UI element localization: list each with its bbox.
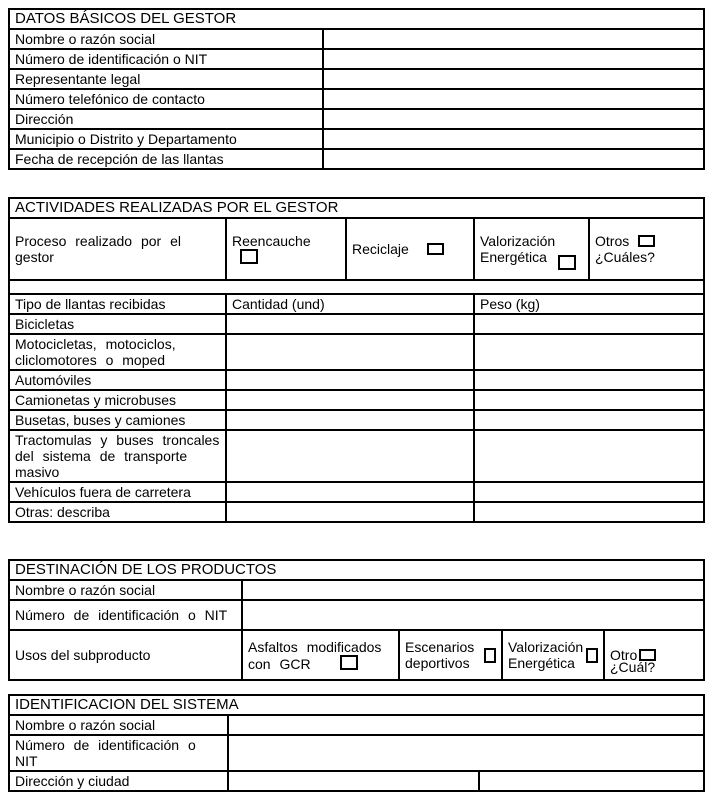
otros-cuales-label: ¿Cuáles? bbox=[595, 249, 655, 265]
otro-cual-label: ¿Cuál? bbox=[610, 659, 656, 675]
label-camionetas: Camionetas y microbuses bbox=[9, 390, 226, 410]
input-sistema-nit[interactable] bbox=[228, 735, 704, 771]
reciclaje-label: Reciclaje bbox=[352, 241, 409, 257]
otros-label: Otros bbox=[595, 233, 630, 249]
reencauche-label: Reencauche bbox=[232, 232, 311, 249]
valorizacion-checkbox[interactable] bbox=[558, 255, 576, 270]
input-automoviles-peso[interactable] bbox=[474, 370, 704, 390]
input-motocicletas-peso[interactable] bbox=[474, 334, 704, 370]
datos-basicos-title: DATOS BÁSICOS DEL GESTOR bbox=[9, 9, 704, 29]
escenarios-label: Escenarios deportivos bbox=[405, 639, 475, 671]
header-cantidad: Cantidad (und) bbox=[226, 294, 474, 314]
input-direccion-ciudad-1[interactable] bbox=[228, 771, 479, 791]
otro-label: Otro bbox=[610, 647, 638, 663]
actividades-title: ACTIVIDADES REALIZADAS POR EL GESTOR bbox=[9, 198, 704, 218]
asfaltos-gcr-checkbox[interactable] bbox=[340, 655, 358, 670]
label-sistema-nit: Número de identificación o NIT bbox=[9, 735, 228, 771]
label-automoviles: Automóviles bbox=[9, 370, 226, 390]
option-reciclaje bbox=[346, 218, 474, 280]
label-direccion: Dirección bbox=[9, 109, 323, 129]
input-busetas-cantidad[interactable] bbox=[226, 410, 474, 430]
destinacion-valorizacion-checkbox[interactable] bbox=[586, 648, 598, 663]
input-bicicletas-cantidad[interactable] bbox=[226, 314, 474, 334]
destinacion-table bbox=[8, 559, 705, 681]
label-municipio-departamento: Municipio o Distrito y Departamento bbox=[9, 129, 323, 149]
option-asfaltos-gcr bbox=[242, 630, 399, 680]
option-escenarios-deportivos bbox=[399, 630, 502, 680]
option-reencauche bbox=[226, 218, 346, 280]
spacer-cell bbox=[9, 280, 704, 294]
label-nombre-razon-social: Nombre o razón social bbox=[9, 29, 323, 49]
option-destinacion-valorizacion bbox=[502, 630, 604, 680]
identificacion-title: IDENTIFICACION DEL SISTEMA bbox=[9, 695, 704, 715]
identificacion-table bbox=[8, 694, 705, 792]
reciclaje-checkbox[interactable] bbox=[427, 243, 444, 255]
label-proceso-realizado: Proceso realizado por el gestor bbox=[9, 218, 226, 280]
label-representante-legal: Representante legal bbox=[9, 69, 323, 89]
label-fecha-recepcion: Fecha de recepción de las llantas bbox=[9, 149, 323, 169]
datos-basicos-table bbox=[8, 8, 705, 170]
input-numero-identificacion-nit[interactable] bbox=[323, 49, 704, 69]
label-bicicletas: Bicicletas bbox=[9, 314, 226, 334]
valorizacion-label-line2: Energética bbox=[480, 249, 547, 265]
otros-checkbox[interactable] bbox=[638, 235, 655, 247]
label-otras-describa: Otras: describa bbox=[9, 502, 226, 522]
option-valorizacion-energetica bbox=[474, 218, 589, 280]
label-vehiculos-fuera-carretera: Vehículos fuera de carretera bbox=[9, 482, 226, 502]
label-motocicletas: Motocicletas, motociclos, cliclomotores o moped bbox=[9, 334, 226, 370]
destinacion-title: DESTINACIÓN DE LOS PRODUCTOS bbox=[9, 560, 704, 580]
label-sistema-nombre: Nombre o razón social bbox=[9, 715, 228, 735]
label-numero-telefonico: Número telefónico de contacto bbox=[9, 89, 323, 109]
input-sistema-nombre[interactable] bbox=[228, 715, 704, 735]
option-otro bbox=[604, 630, 704, 680]
input-automoviles-cantidad[interactable] bbox=[226, 370, 474, 390]
input-nombre-razon-social[interactable] bbox=[323, 29, 704, 49]
input-bicicletas-peso[interactable] bbox=[474, 314, 704, 334]
input-motocicletas-cantidad[interactable] bbox=[226, 334, 474, 370]
input-camionetas-cantidad[interactable] bbox=[226, 390, 474, 410]
actividades-table bbox=[8, 197, 705, 523]
header-peso: Peso (kg) bbox=[474, 294, 704, 314]
label-direccion-ciudad: Dirección y ciudad bbox=[9, 771, 228, 791]
destinacion-valorizacion-label: Valorización Energética bbox=[508, 639, 584, 671]
input-vehiculos-cantidad[interactable] bbox=[226, 482, 474, 502]
label-destinacion-nit: Número de identificación o NIT bbox=[9, 600, 242, 630]
input-camionetas-peso[interactable] bbox=[474, 390, 704, 410]
asfaltos-gcr-label: Asfaltos modificados con GCR bbox=[248, 638, 382, 672]
input-vehiculos-peso[interactable] bbox=[474, 482, 704, 502]
option-otros bbox=[589, 218, 704, 280]
escenarios-checkbox[interactable] bbox=[484, 648, 496, 663]
input-tractomulas-peso[interactable] bbox=[474, 430, 704, 482]
input-otras-peso[interactable] bbox=[474, 502, 704, 522]
input-representante-legal[interactable] bbox=[323, 69, 704, 89]
input-busetas-peso[interactable] bbox=[474, 410, 704, 430]
label-usos-subproducto: Usos del subproducto bbox=[9, 630, 242, 680]
input-destinacion-nit[interactable] bbox=[242, 600, 704, 630]
input-direccion-ciudad-2[interactable] bbox=[479, 771, 704, 791]
label-busetas: Busetas, buses y camiones bbox=[9, 410, 226, 430]
input-destinacion-nombre[interactable] bbox=[242, 580, 704, 600]
label-tractomulas: Tractomulas y buses troncales del sistema de transporte masivo bbox=[9, 430, 226, 482]
valorizacion-label-line1: Valorización bbox=[480, 233, 556, 249]
header-tipo-llantas: Tipo de llantas recibidas bbox=[9, 294, 226, 314]
input-fecha-recepcion[interactable] bbox=[323, 149, 704, 169]
input-tractomulas-cantidad[interactable] bbox=[226, 430, 474, 482]
reencauche-checkbox[interactable] bbox=[240, 249, 258, 264]
label-numero-identificacion-nit: Número de identificación o NIT bbox=[9, 49, 323, 69]
input-municipio-departamento[interactable] bbox=[323, 129, 704, 149]
input-numero-telefonico[interactable] bbox=[323, 89, 704, 109]
label-destinacion-nombre: Nombre o razón social bbox=[9, 580, 242, 600]
input-direccion[interactable] bbox=[323, 109, 704, 129]
input-otras-cantidad[interactable] bbox=[226, 502, 474, 522]
